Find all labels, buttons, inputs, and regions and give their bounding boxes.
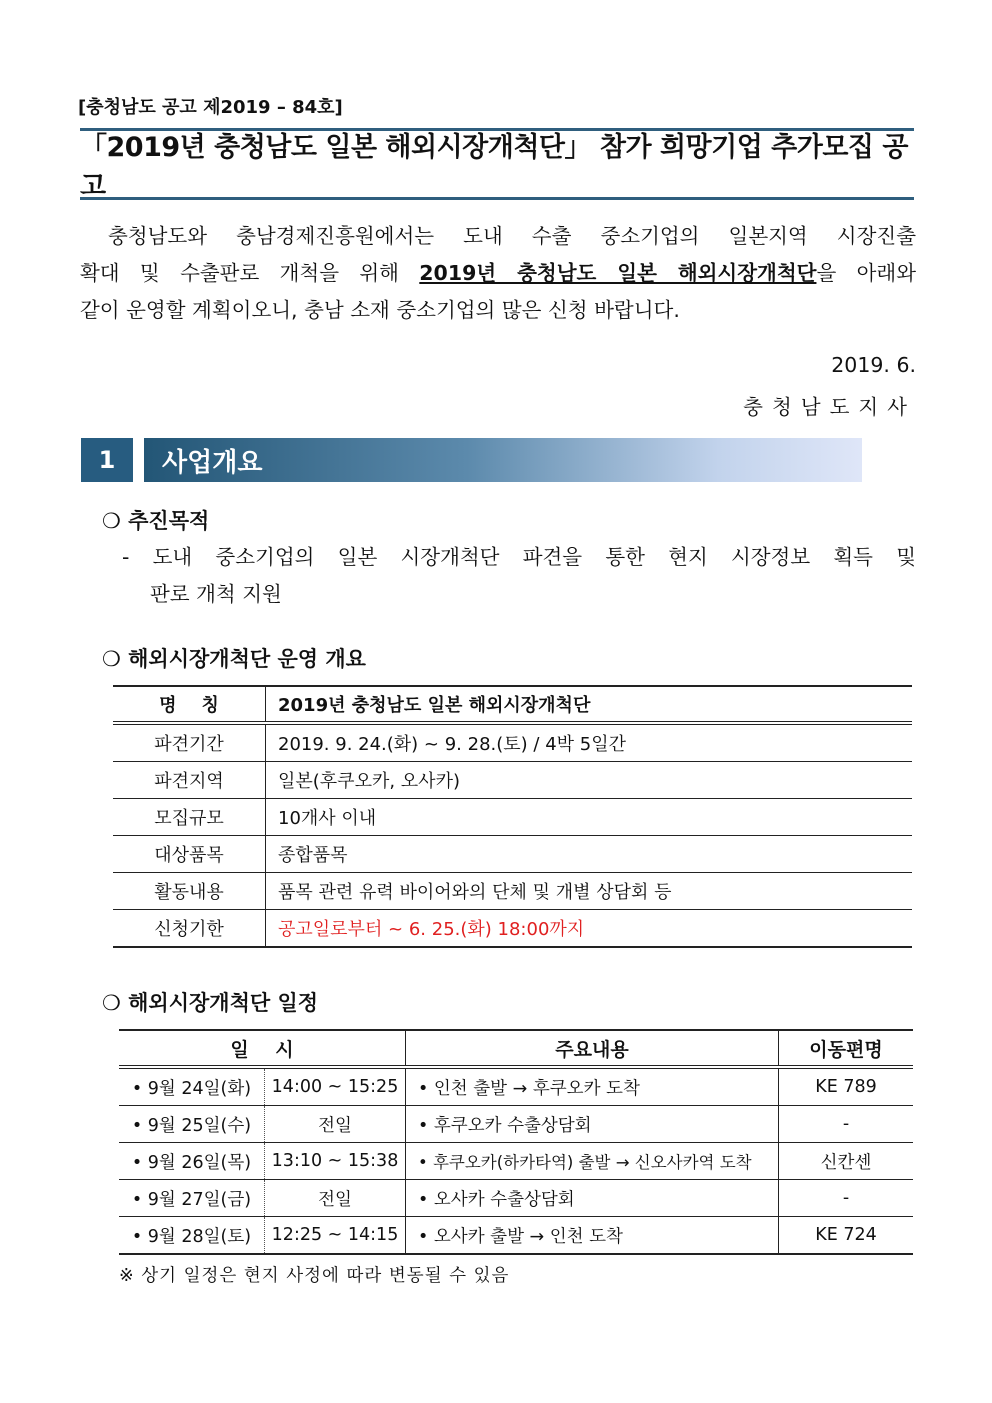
row-key: 파견기간 xyxy=(113,723,266,762)
schedule-content: • 인천 출발 → 후쿠오카 도착 xyxy=(406,1067,779,1106)
row-key: 대상품목 xyxy=(113,836,266,873)
table-row xyxy=(119,1067,913,1106)
document-title-bar xyxy=(80,128,914,200)
overview-heading: ❍ 해외시장개척단 운영 개요 xyxy=(102,647,366,671)
purpose-text xyxy=(122,539,916,613)
table-row xyxy=(113,799,912,836)
schedule-content: • 후쿠오카(하카타역) 출발 → 신오사카역 도착 xyxy=(406,1143,779,1180)
table-row xyxy=(113,762,912,799)
row-key: 파견지역 xyxy=(113,762,266,799)
schedule-time: 12:25 ~ 14:15 xyxy=(265,1217,406,1255)
row-value: 품목 관련 유력 바이어와의 단체 및 개별 상담회 등 xyxy=(266,873,913,910)
intro-line-2-post: 을 아래와 xyxy=(816,261,916,285)
schedule-note: ※ 상기 일정은 현지 사정에 따라 변동될 수 있음 xyxy=(119,1266,510,1286)
purpose-heading: ❍ 추진목적 xyxy=(102,509,210,533)
overview-table xyxy=(113,685,912,948)
schedule-date: • 9월 24일(화) xyxy=(119,1067,265,1106)
row-value: 2019. 9. 24.(화) ~ 9. 28.(토) / 4박 5일간 xyxy=(266,723,913,762)
schedule-date: • 9월 26일(목) xyxy=(119,1143,265,1180)
row-value: 10개사 이내 xyxy=(266,799,913,836)
section-title: 사업개요 xyxy=(144,438,862,482)
header-content: 주요내용 xyxy=(406,1030,779,1067)
row-key: 명 칭 xyxy=(113,686,266,723)
table-row xyxy=(119,1143,913,1180)
notice-number: [충청남도 공고 제2019 – 84호] xyxy=(78,97,343,118)
schedule-content: • 오사카 출발 → 인천 도착 xyxy=(406,1217,779,1255)
section-header xyxy=(81,438,862,482)
schedule-heading: ❍ 해외시장개척단 일정 xyxy=(102,991,319,1015)
deadline-value: 공고일로부터 ~ 6. 25.(화) 18:00까지 xyxy=(266,910,913,948)
schedule-time: 13:10 ~ 15:38 xyxy=(265,1143,406,1180)
schedule-table xyxy=(119,1029,913,1255)
notice-date: 2019. 6. xyxy=(831,353,916,377)
schedule-date: • 9월 28일(토) xyxy=(119,1217,265,1255)
intro-line-2 xyxy=(80,255,916,292)
table-row xyxy=(113,723,912,762)
schedule-flight: - xyxy=(779,1180,914,1217)
table-header-row xyxy=(119,1030,913,1067)
purpose-line-2: 판로 개척 지원 xyxy=(150,582,282,606)
signer: 충청남도지사 xyxy=(743,395,916,419)
section-number: 1 xyxy=(81,438,133,482)
table-row xyxy=(113,686,912,723)
row-value: 2019년 충청남도 일본 해외시장개척단 xyxy=(266,686,913,723)
table-row xyxy=(119,1106,913,1143)
schedule-flight: KE 724 xyxy=(779,1217,914,1255)
row-value: 종합품목 xyxy=(266,836,913,873)
intro-line-2-pre: 확대 및 수출판로 개척을 위해 xyxy=(80,261,420,285)
schedule-date: • 9월 25일(수) xyxy=(119,1106,265,1143)
row-value: 일본(후쿠오카, 오사카) xyxy=(266,762,913,799)
schedule-flight: 신칸센 xyxy=(779,1143,914,1180)
header-flight: 이동편명 xyxy=(779,1030,914,1067)
purpose-line-1: - 도내 중소기업의 일본 시장개척단 파견을 통한 현지 시장정보 획득 및 xyxy=(122,545,916,569)
intro-paragraph xyxy=(80,218,916,329)
intro-line-3: 같이 운영할 계획이오니, 충남 소재 중소기업의 많은 신청 바랍니다. xyxy=(80,298,680,322)
row-key: 모집규모 xyxy=(113,799,266,836)
schedule-content: • 오사카 수출상담회 xyxy=(406,1180,779,1217)
document-title: 「2019년 충청남도 일본 해외시장개척단」 참가 희망기업 추가모집 공고 xyxy=(80,132,908,202)
table-row xyxy=(113,873,912,910)
schedule-flight: KE 789 xyxy=(779,1067,914,1106)
schedule-content: • 후쿠오카 수출상담회 xyxy=(406,1106,779,1143)
intro-emphasis: 2019년 충청남도 일본 해외시장개척단 xyxy=(419,261,817,285)
row-key: 활동내용 xyxy=(113,873,266,910)
table-row xyxy=(119,1180,913,1217)
intro-line-1: 충청남도와 충남경제진흥원에서는 도내 수출 중소기업의 일본지역 시장진출 xyxy=(108,224,916,248)
table-row xyxy=(113,910,912,948)
table-row xyxy=(113,836,912,873)
schedule-time: 전일 xyxy=(265,1106,406,1143)
schedule-date: • 9월 27일(금) xyxy=(119,1180,265,1217)
table-row xyxy=(119,1217,913,1255)
header-datetime: 일 시 xyxy=(119,1030,406,1067)
schedule-flight: - xyxy=(779,1106,914,1143)
schedule-time: 전일 xyxy=(265,1180,406,1217)
schedule-time: 14:00 ~ 15:25 xyxy=(265,1067,406,1106)
row-key: 신청기한 xyxy=(113,910,266,948)
